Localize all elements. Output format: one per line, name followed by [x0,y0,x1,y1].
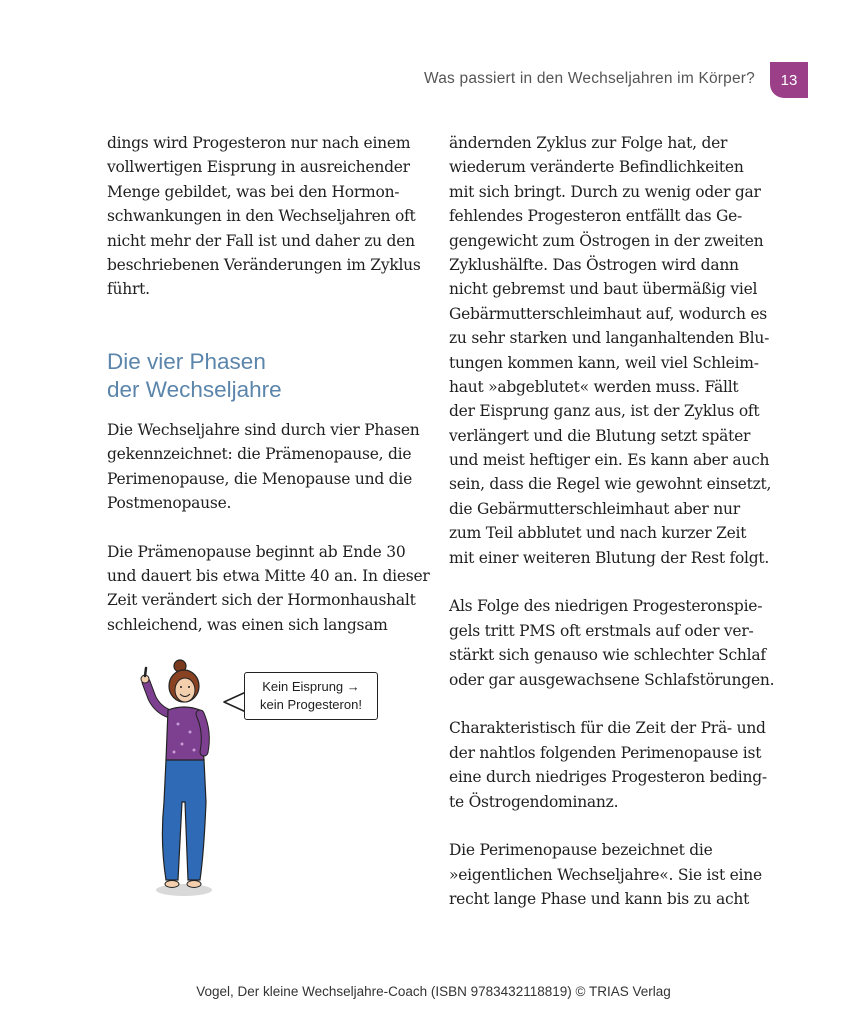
heading-line: Die vier Phasen [107,348,266,374]
text-line: vollwertigen Eisprung in ausreichender [107,158,410,177]
text-line: recht lange Phase und kann bis zu acht [449,890,750,909]
page-number-badge: 13 [770,62,808,98]
woman-illustration [134,652,234,902]
text-line: gels tritt PMS oft erstmals auf oder ver- [449,621,754,640]
text-line: gengewicht zum Östrogen in der zweiten [449,231,764,250]
text-line: nicht mehr der Fall ist und daher zu den [107,231,415,250]
text-line: zum Teil abblutet und nach kurzer Zeit [449,524,747,543]
text-line: und dauert bis etwa Mitte 40 an. In dieser [107,567,430,586]
text-line: mit einer weiteren Blutung der Rest folgt. [449,548,770,567]
text-line: sein, dass die Regel wie gewohnt einsetzt, [449,475,772,494]
section-heading [107,348,427,404]
text-line: te Östrogendominanz. [449,792,619,811]
text-line: Menge gebildet, was bei den Hormon- [107,182,400,201]
text-line: Zyklushälfte. Das Östrogen wird dann [449,255,739,274]
left-paragraph-2 [107,418,430,638]
text-line: fehlendes Progesteron entfällt das Ge- [449,207,743,226]
text-line: Gebärmutterschleimhaut auf, wodurch es [449,304,768,323]
text-line: Die Perimenopause bezeichnet die [449,841,713,860]
text-line: Die Prämenopause beginnt ab Ende 30 [107,542,406,561]
text-line: schwankungen in den Wechseljahren oft [107,207,416,226]
text-line: dings wird Progesteron nur nach einem [107,134,411,152]
text-line: stärkt sich genauso wie schlechter Schlaf [449,646,766,665]
left-paragraph-1 [107,131,427,302]
text-line: Perimenopause, die Menopause und die [107,469,412,488]
text-line: die Gebärmutterschleimhaut aber nur [449,499,740,518]
running-header-title: Was passiert in den Wechseljahren im Körper? [423,70,755,87]
text-line: Die Wechseljahre sind durch vier Phasen [107,420,420,439]
bubble-line: kein Progesteron! [260,697,362,712]
text-line: der nahtlos folgenden Perimenopause ist [449,743,762,762]
text-line: haut »abgeblutet« werden muss. Fällt [449,377,739,396]
text-line: tungen kommen kann, weil viel Schleim- [449,353,759,372]
text-line: schleichend, was einen sich langsam [107,615,388,634]
text-line: nicht gebremst und baut übermäßig viel [449,280,758,299]
text-line: zu sehr starken und langanhaltenden Blu- [449,329,770,348]
heading-line: der Wechseljahre [107,376,282,402]
text-line: gekennzeichnet: die Prämenopause, die [107,445,412,464]
right-paragraph-1 [449,131,775,912]
text-line: verlängert und die Blutung setzt später [449,426,751,445]
text-line: Als Folge des niedrigen Progesteronspie- [449,597,763,616]
text-line: beschriebenen Veränderungen im Zyklus [107,255,421,274]
text-line: wiederum veränderte Befindlichkeiten [449,158,744,177]
text-line: Charakteristisch für die Zeit der Prä- und [449,719,766,738]
text-line: mit sich bringt. Durch zu wenig oder gar [449,182,761,201]
text-line: führt. [107,280,150,299]
text-line: oder gar ausgewachsene Schlafstörungen. [449,670,775,689]
text-line: der Eisprung ganz aus, ist der Zyklus oft [449,402,760,421]
text-line: Zeit verändert sich der Hormonhaushalt [107,591,416,610]
speech-bubble [244,672,378,720]
right-column [449,131,775,912]
text-line: »eigentlichen Wechseljahre«. Sie ist eine [449,865,762,884]
text-line: eine durch niedriges Progesteron beding- [449,768,767,787]
text-line: ändernden Zyklus zur Folge hat, der [449,134,728,152]
bubble-line: Kein Eisprung → [262,679,360,694]
left-column [107,131,430,637]
page-footer: Vogel, Der kleine Wechseljahre-Coach (ISBN 9783432118819) © TRIAS Verlag [196,984,671,999]
text-line: Postmenopause. [107,493,232,512]
text-line: und meist heftiger ein. Es kann aber auch [449,451,770,470]
